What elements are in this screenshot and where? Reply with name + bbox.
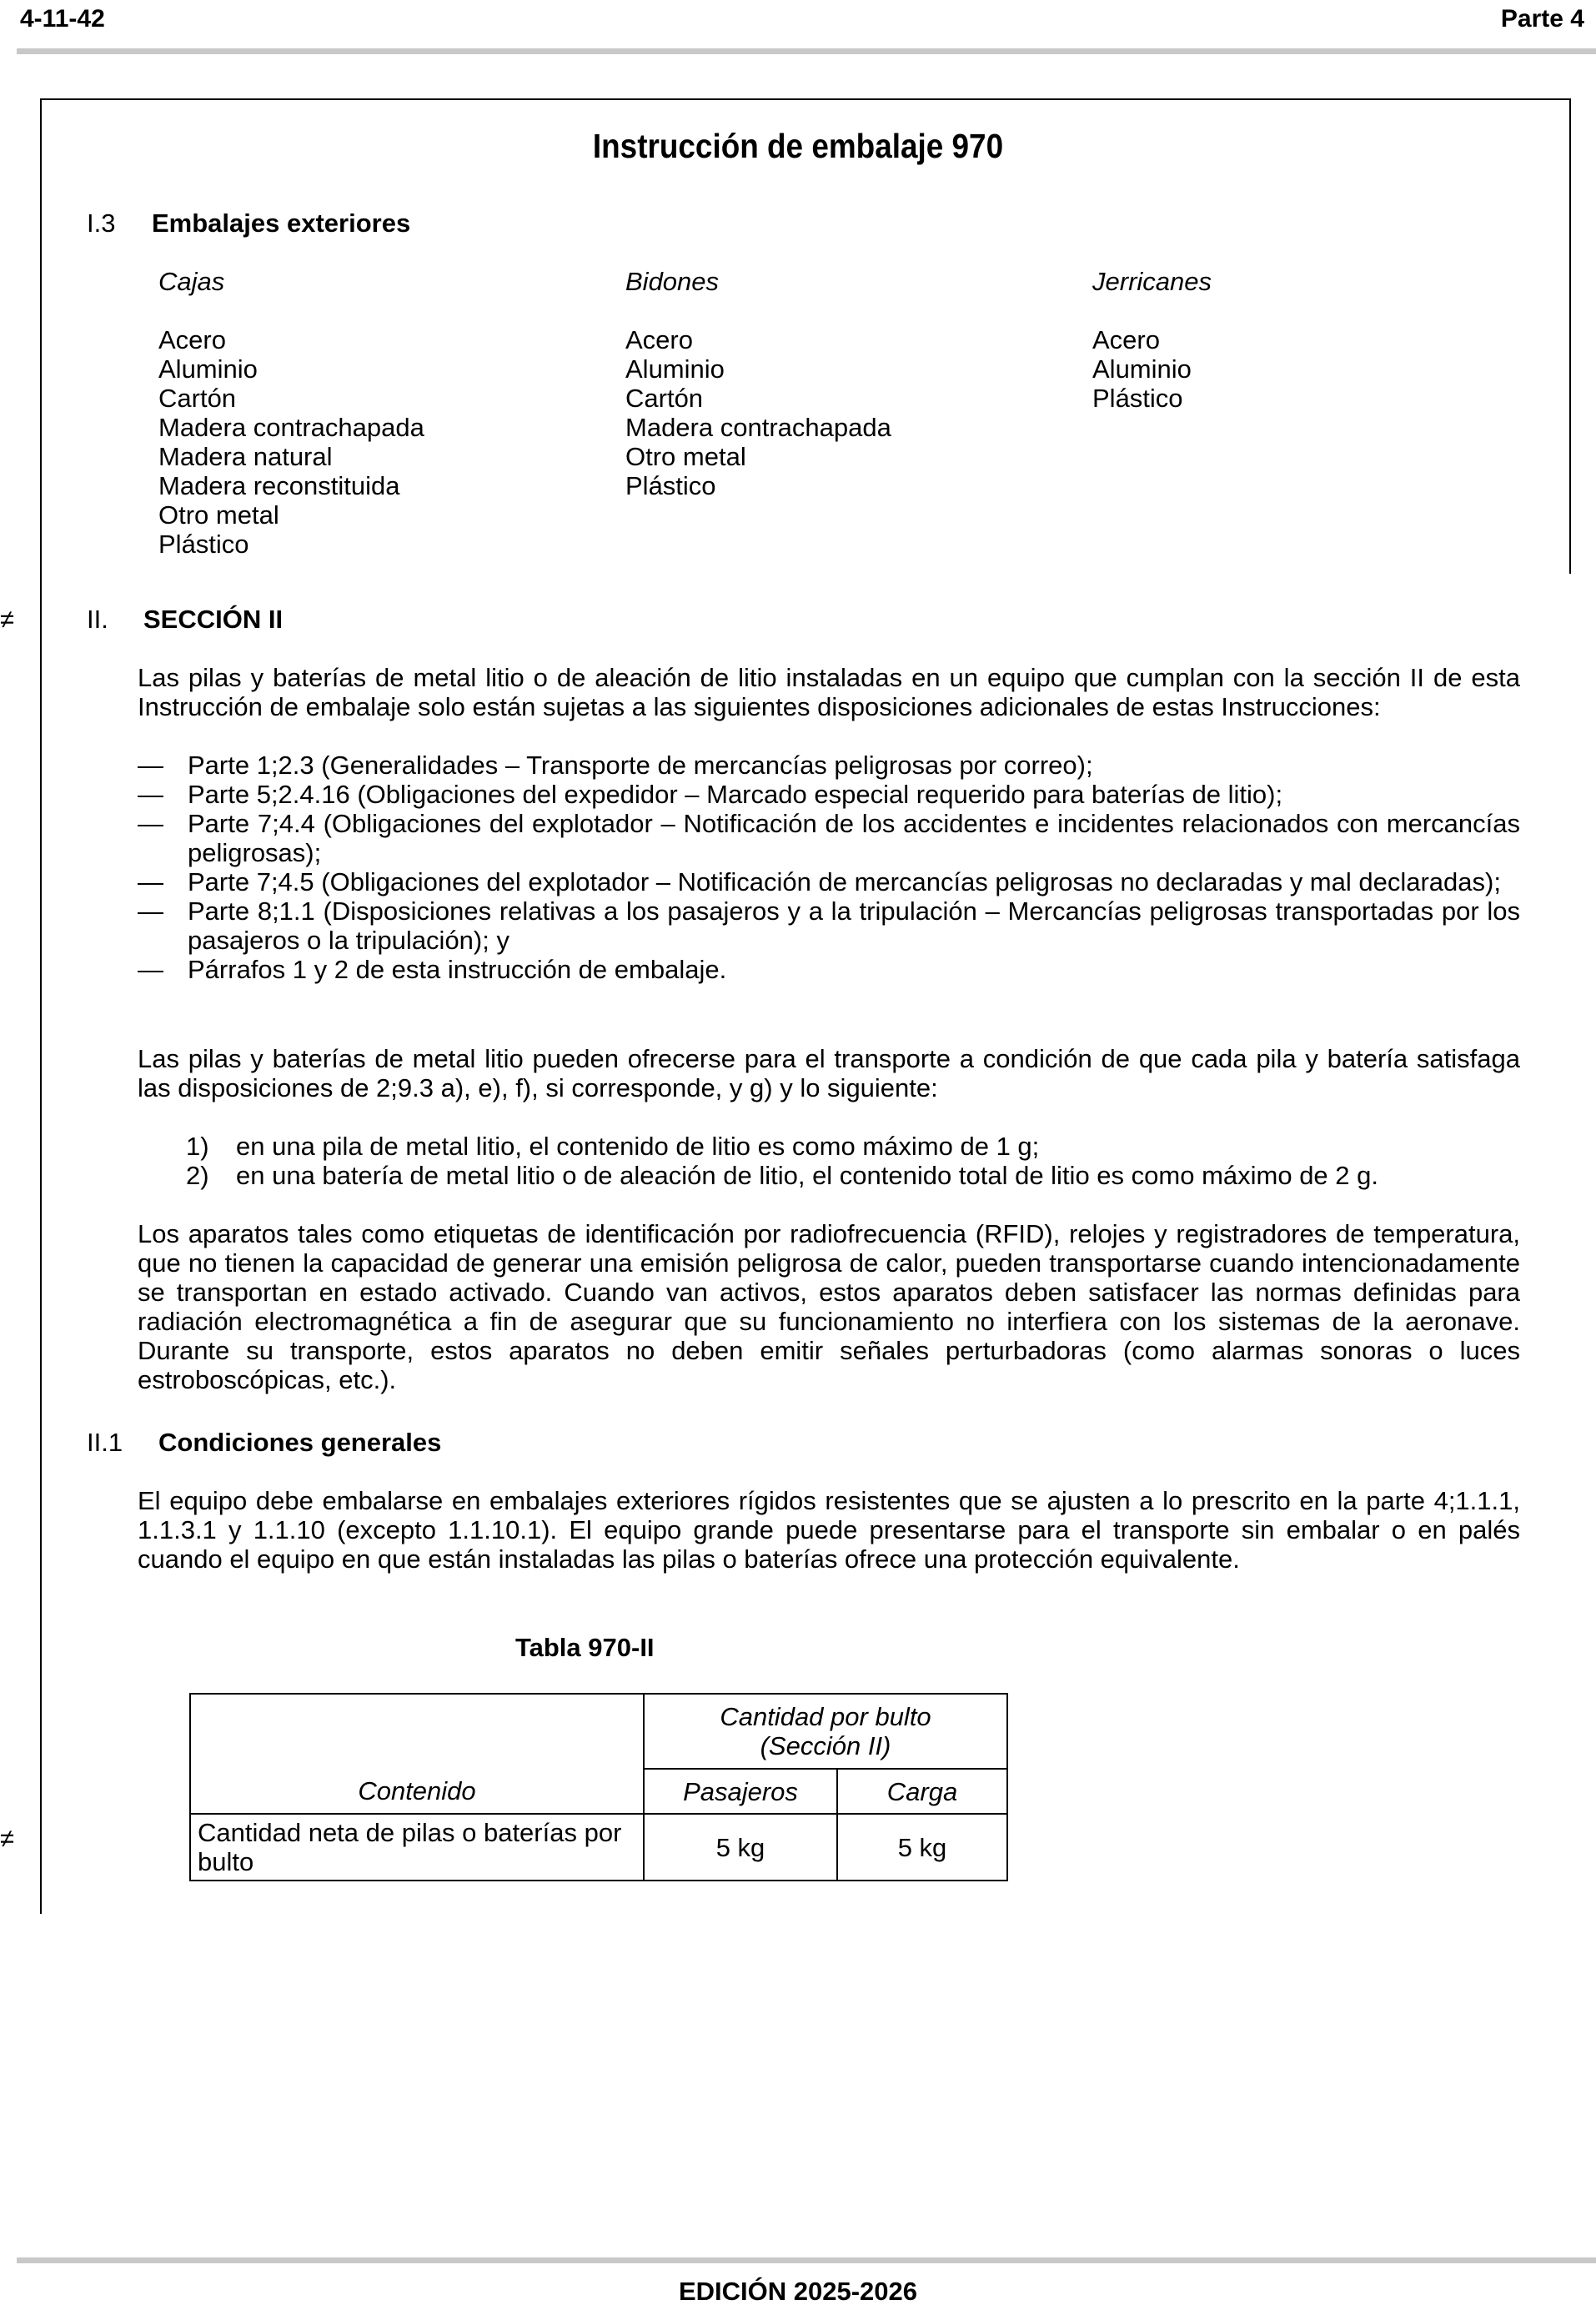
cell-cargo: 5 kg [837,1814,1007,1881]
part-label: Parte 4 [1500,5,1584,33]
section-ii-intro: Las pilas y baterías de metal litio o de aleación de litio instaladas en un equipo que cumplan con la sección II de esta Instrucción de embalaje solo están sujetas a las siguientes disposiciones adicionales de estas Instrucciones: [138,663,1520,721]
header-rule [17,48,1596,54]
column-heading: Bidones [625,267,720,296]
group-header-line: Cantidad por bulto [720,1702,931,1731]
list-item: Cartón [158,384,237,413]
list-item: Madera contrachapada [625,413,891,442]
list-item: Aluminio [158,354,258,384]
header-contents: Contenido [190,1769,644,1814]
column-bidones [625,267,891,500]
list-item [138,809,1520,867]
conditions-list [186,1132,1520,1190]
provision-text: Parte 8;1.1 (Disposiciones relativas a los pasajeros y a la tripulación – Mercancías peligrosas transportadas por los pasajeros o la tripulación); y [188,896,1520,955]
item-number: 1) [186,1132,209,1161]
cell-passengers: 5 kg [644,1814,837,1881]
header-cargo: Carga [837,1769,1007,1814]
column-jerricanes [1092,267,1212,413]
list-item: Aluminio [625,354,725,384]
list-item [186,1161,1520,1190]
list-item: Plástico [1092,384,1183,413]
page-title: Instrucción de embalaje 970 [592,127,1004,165]
row-label: Cantidad neta de pilas o baterías por bulto [190,1814,644,1881]
list-item: Madera natural [158,442,333,471]
frame-left-border [40,98,42,1914]
condition-text: en una batería de metal litio o de aleación de litio, el contenido total de litio es como máximo de 2 g. [236,1161,1378,1190]
table-row [190,1694,1007,1769]
provision-text: Parte 5;2.4.16 (Obligaciones del expedidor – Marcado especial requerido para baterías de litio); [188,780,1283,809]
devices-paragraph: Los aparatos tales como etiquetas de identificación por radiofrecuencia (RFID), relojes y registradores de temperatura, que no tienen la capacidad de generar una emisión peligrosa de calor, pueden transportarse cuando intencionadamente se transportan en estado activado. Cuando van activos, estos aparatos deben satisfacer las normas definidas para radiación electromagnética a fin de asegurar que su funcionamiento no interfiera con los sistemas de la aeronave. Durante su transporte, estos aparatos no deben emitir señales perturbadoras (como alarmas sonoras o luces estroboscópicas, etc.). [138,1219,1520,1394]
list-item [138,780,1520,809]
frame-top-border [40,98,1571,100]
section-ii-number: II. [87,605,108,634]
provision-text: Parte 7;4.4 (Obligaciones del explotador – Notificación de los accidentes e incidentes relacionados con mercancías peligrosas); [188,809,1520,867]
list-item: Otro metal [625,442,746,471]
table-row [190,1769,1007,1814]
dash-marker: — [138,867,163,896]
list-item: Acero [1092,325,1160,354]
list-item: Acero [158,325,226,354]
section-ii1-heading: Condiciones generales [158,1428,442,1457]
section-i3-number: I.3 [87,208,116,238]
column-heading: Cajas [158,267,225,296]
list-item [138,867,1520,896]
conditions-intro: Las pilas y baterías de metal litio pueden ofrecerse para el transporte a condición de que cada pila y batería satisfaga las disposiciones de 2;9.3 a), e), f), si corresponde, y g) y lo siguiente: [138,1044,1520,1102]
list-item [138,896,1520,955]
list-item: Plástico [625,471,716,500]
list-item: Madera reconstituida [158,471,400,500]
provision-text: Parte 7;4.5 (Obligaciones del explotador – Notificación de mercancías peligrosas no declaradas y mal declaradas); [188,867,1501,896]
quantity-table [189,1693,1008,1881]
section-ii1-number: II.1 [87,1428,123,1457]
list-item: Cartón [625,384,704,413]
frame-right-border [1569,98,1571,574]
table-cell [190,1694,644,1769]
list-item [138,751,1520,780]
section-i3-heading: Embalajes exteriores [152,208,411,238]
column-heading: Jerricanes [1092,267,1212,296]
header-passengers: Pasajeros [644,1769,837,1814]
provision-text: Parte 1;2.3 (Generalidades – Transporte de mercancías peligrosas por correo); [188,751,1093,780]
page-number: 4-11-42 [20,5,105,33]
table-caption: Tabla 970-II [515,1633,655,1662]
list-item: Aluminio [1092,354,1192,384]
dash-marker: — [138,809,163,838]
condition-text: en una pila de metal litio, el contenido de litio es como máximo de 1 g; [236,1132,1040,1161]
dash-marker: — [138,780,163,809]
list-item: Otro metal [158,500,279,530]
table-row [190,1814,1007,1881]
list-item [138,955,1520,984]
dash-marker: — [138,955,163,984]
item-number: 2) [186,1161,209,1190]
change-mark: ≠ [0,1824,15,1853]
provisions-list [138,751,1520,984]
column-cajas [158,267,424,559]
list-item: Acero [625,325,693,354]
provision-text: Párrafos 1 y 2 de esta instrucción de embalaje. [188,955,727,984]
dash-marker: — [138,751,163,780]
section-ii-heading: SECCIÓN II [143,605,284,634]
list-item: Plástico [158,530,249,559]
dash-marker: — [138,896,163,926]
edition-footer: EDICIÓN 2025-2026 [678,2277,918,2306]
general-conditions-text: El equipo debe embalarse en embalajes exteriores rígidos resistentes que se ajusten a lo prescrito en la parte 4;1.1.1, 1.1.3.1 y 1.1.10 (excepto 1.1.10.1). El equipo grande puede presentarse para el transporte sin embalar o en palés cuando el equipo en que están instaladas las pilas o baterías ofrece una protección equivalente. [138,1486,1520,1574]
footer-rule [17,2257,1596,2263]
group-header-cell [644,1694,1007,1769]
change-mark: ≠ [0,605,15,634]
group-header-line: (Sección II) [760,1731,891,1760]
list-item: Madera contrachapada [158,413,424,442]
list-item [186,1132,1520,1161]
